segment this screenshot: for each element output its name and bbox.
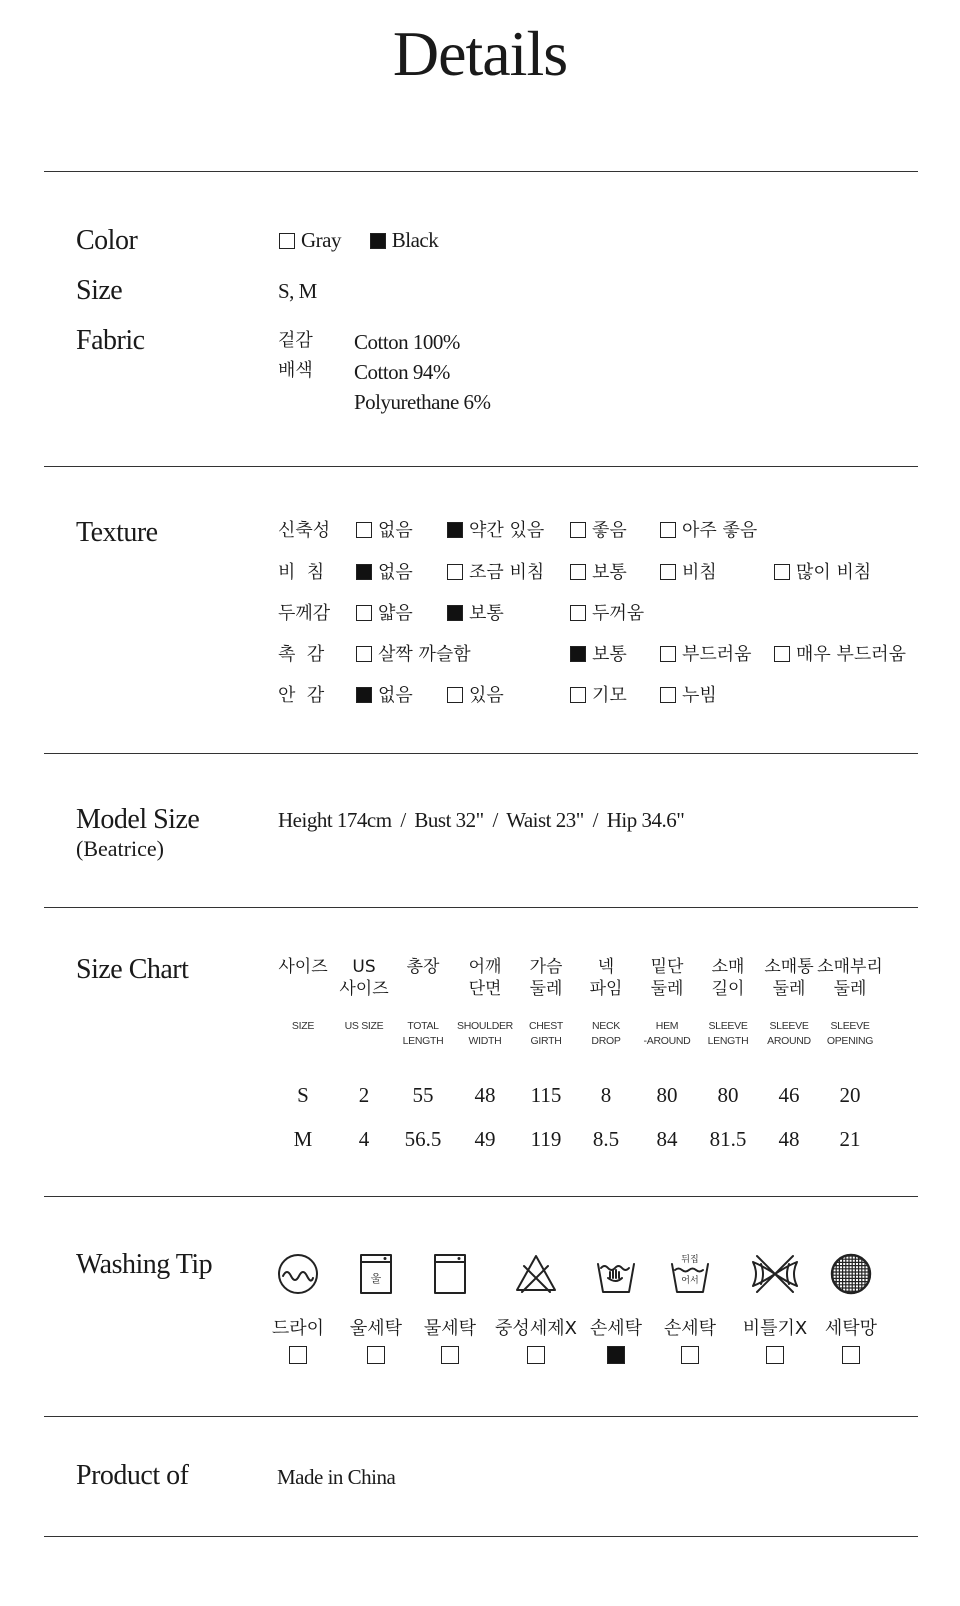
size-chart-cell: 56.5 — [404, 1127, 442, 1151]
texture-checkbox — [660, 687, 676, 703]
separator: / — [400, 808, 406, 832]
size-chart-cell: 115 — [530, 1083, 562, 1107]
size-chart-header-ko: 넥 — [597, 957, 615, 977]
size-chart-header-en: WIDTH — [468, 1035, 502, 1047]
color-checkbox-gray — [279, 233, 295, 249]
washing-tip-checkbox — [441, 1346, 459, 1364]
size-chart-cell: 20 — [839, 1083, 861, 1107]
laundry-net-icon — [829, 1252, 873, 1296]
size-chart-header-ko: 둘레 — [650, 979, 684, 999]
texture-option — [570, 605, 644, 623]
texture-checkbox — [774, 646, 790, 662]
washing-tip-checkbox — [289, 1346, 307, 1364]
texture-option — [447, 605, 504, 623]
size-chart-header-en: US SIZE — [344, 1020, 384, 1032]
texture-option — [356, 522, 413, 540]
model-measurements — [278, 810, 684, 831]
product-of-heading: Product of — [76, 1460, 189, 1491]
color-option-black: Black — [370, 228, 438, 252]
size-chart-cell: 84 — [656, 1127, 678, 1151]
texture-option — [356, 646, 471, 664]
texture-option — [660, 564, 717, 582]
size-chart-header-ko: 둘레 — [529, 979, 563, 999]
size-chart-column-header — [815, 956, 885, 1000]
texture-option-label: 아주 좋음 — [682, 520, 758, 541]
size-chart-cell: 48 — [778, 1127, 800, 1151]
size-chart-header-en: SHOULDER — [457, 1020, 513, 1032]
texture-option-label: 살짝 까슬함 — [378, 644, 471, 665]
size-chart-cell: 80 — [656, 1083, 678, 1107]
size-chart-cell: 21 — [839, 1127, 861, 1151]
texture-checkbox — [660, 522, 676, 538]
fabric-value: Cotton 94% — [354, 360, 450, 384]
size-chart-header-ko: 사이즈 — [278, 957, 328, 977]
texture-option-label: 기모 — [592, 685, 627, 706]
color-options — [279, 230, 438, 251]
size-chart-column-header — [450, 956, 520, 1000]
size-chart-heading: Size Chart — [76, 954, 189, 985]
texture-option — [356, 564, 413, 582]
texture-checkbox — [447, 605, 463, 621]
texture-option — [570, 564, 627, 582]
texture-option — [660, 646, 752, 664]
size-chart-cell: 2 — [358, 1083, 370, 1107]
separator: / — [492, 808, 498, 832]
size-heading: Size — [76, 275, 123, 306]
texture-option-label: 부드러움 — [682, 644, 752, 665]
color-checkbox-black — [370, 233, 386, 249]
texture-option — [447, 564, 544, 582]
size-chart-header-ko: 파임 — [589, 979, 623, 999]
size-chart-header-ko: 사이즈 — [339, 979, 389, 999]
texture-option-label: 조금 비침 — [469, 562, 545, 583]
model-height: Height 174cm — [278, 808, 392, 832]
size-chart-header-ko: 소매부리 — [817, 957, 883, 977]
size-chart-column-header — [388, 956, 458, 978]
inside-out-hand-wash-icon — [668, 1252, 712, 1296]
size-chart-column-header — [693, 956, 763, 1000]
texture-checkbox — [570, 605, 586, 621]
texture-checkbox — [447, 687, 463, 703]
size-chart-header-en: TOTAL — [407, 1020, 439, 1032]
size-chart-header-ko: 밑단 — [650, 957, 684, 977]
size-value: S, M — [278, 279, 317, 303]
size-chart-header-en: NECK — [592, 1020, 620, 1032]
texture-option — [774, 646, 906, 664]
separator: / — [592, 808, 598, 832]
texture-option-label: 없음 — [378, 562, 413, 583]
texture-option — [570, 687, 627, 705]
size-chart-header-en: OPENING — [826, 1035, 874, 1047]
texture-option — [356, 605, 413, 623]
fabric-part-accent: 배색 — [278, 360, 313, 381]
fabric-value: Cotton 100% — [354, 330, 460, 354]
size-chart-header-en: CHEST — [528, 1020, 564, 1032]
texture-option-label: 비침 — [682, 562, 717, 583]
size-chart-cell: 119 — [530, 1127, 562, 1151]
texture-option-label: 두꺼움 — [592, 603, 645, 624]
texture-option — [660, 687, 717, 705]
origin-value: Made in China — [277, 1465, 396, 1489]
size-chart-header-ko: 어깨 — [468, 957, 502, 977]
size-chart-cell: 81.5 — [709, 1127, 747, 1151]
washing-tip-checkbox — [527, 1346, 545, 1364]
size-chart-header-ko: 소매 — [711, 957, 745, 977]
size-chart-cell: 48 — [474, 1083, 496, 1107]
texture-checkbox — [356, 646, 372, 662]
size-chart-header-ko: 둘레 — [772, 979, 806, 999]
texture-checkbox — [570, 522, 586, 538]
size-chart-header-en: HEM — [655, 1020, 679, 1032]
size-chart-cell: 80 — [717, 1083, 739, 1107]
size-chart-cell: 46 — [778, 1083, 800, 1107]
no-bleach-icon — [514, 1252, 558, 1296]
size-chart-cell: 8 — [600, 1083, 612, 1107]
texture-option-label: 좋음 — [592, 520, 627, 541]
size-chart-column-header — [571, 956, 641, 1000]
texture-row-label: 비 침 — [278, 562, 325, 583]
texture-option-label: 보통 — [592, 644, 627, 665]
washing-tip-label: 울세탁 — [349, 1318, 403, 1339]
texture-checkbox — [356, 605, 372, 621]
divider — [44, 753, 918, 754]
texture-heading: Texture — [76, 517, 158, 548]
texture-option-label: 없음 — [378, 520, 413, 541]
fabric-value: Polyurethane 6% — [354, 390, 491, 414]
texture-checkbox — [356, 687, 372, 703]
svg-text:뒤집: 뒤집 — [681, 1255, 699, 1265]
texture-option-label: 보통 — [469, 603, 504, 624]
washing-tip-label: 비틀기X — [742, 1318, 808, 1339]
size-chart-header-en: -AROUND — [643, 1035, 691, 1047]
texture-option-label: 많이 비침 — [796, 562, 872, 583]
model-bust: Bust 32" — [414, 808, 484, 832]
texture-option-label: 누빔 — [682, 685, 717, 706]
divider — [44, 1416, 918, 1417]
divider — [44, 1536, 918, 1537]
texture-option — [570, 522, 627, 540]
texture-option-label: 약간 있음 — [469, 520, 545, 541]
texture-option-label: 있음 — [469, 685, 504, 706]
size-chart-cell: 55 — [412, 1083, 434, 1107]
wool-wash-icon — [354, 1252, 398, 1296]
svg-text:어서: 어서 — [681, 1276, 699, 1286]
model-hip: Hip 34.6" — [606, 808, 685, 832]
divider — [44, 1196, 918, 1197]
color-heading: Color — [76, 225, 138, 256]
texture-row-label: 촉 감 — [278, 644, 325, 665]
texture-checkbox — [570, 687, 586, 703]
size-chart-header-ko: 둘레 — [833, 979, 867, 999]
size-chart-cell: 4 — [358, 1127, 370, 1151]
washing-tip-checkbox — [607, 1346, 625, 1364]
texture-checkbox — [570, 564, 586, 580]
size-chart-header-en: DROP — [591, 1035, 621, 1047]
texture-checkbox — [356, 564, 372, 580]
washing-tip-checkbox — [766, 1346, 784, 1364]
washing-tip-checkbox — [842, 1346, 860, 1364]
texture-checkbox — [356, 522, 372, 538]
size-chart-header-en: AROUND — [767, 1035, 811, 1047]
model-size-heading: Model Size — [76, 804, 200, 835]
divider — [44, 907, 918, 908]
texture-option — [570, 646, 627, 664]
no-wring-icon — [749, 1252, 801, 1296]
size-chart-header-en: LENGTH — [402, 1035, 444, 1047]
size-chart-cell: S — [297, 1083, 309, 1107]
texture-option — [660, 522, 757, 540]
texture-row-label: 안 감 — [278, 685, 325, 706]
size-chart-header-ko: 가슴 — [529, 957, 563, 977]
washing-tip-label: 세탁망 — [824, 1318, 878, 1339]
washing-tip-label: 중성세제X — [495, 1318, 577, 1339]
texture-option-label: 얇음 — [378, 603, 413, 624]
page-title: Details — [392, 18, 568, 89]
texture-checkbox — [774, 564, 790, 580]
size-chart-cell: M — [293, 1127, 313, 1151]
texture-checkbox — [447, 564, 463, 580]
size-chart-column-header-en — [810, 1019, 890, 1049]
washing-tip-checkbox — [681, 1346, 699, 1364]
washing-tip-label: 드라이 — [271, 1318, 325, 1339]
texture-option — [774, 564, 871, 582]
texture-option — [356, 687, 413, 705]
size-chart-header-en: SLEEVE — [769, 1020, 809, 1032]
size-chart-header-en: GIRTH — [530, 1035, 562, 1047]
texture-checkbox — [570, 646, 586, 662]
washing-tip-label: 손세탁 — [589, 1318, 643, 1339]
texture-option — [447, 687, 504, 705]
fabric-part-outer: 겉감 — [278, 330, 313, 351]
size-chart-header-en: SLEEVE — [830, 1020, 870, 1032]
size-chart-column-header — [754, 956, 824, 1000]
washing-tip-checkbox — [367, 1346, 385, 1364]
texture-checkbox — [447, 522, 463, 538]
washing-tip-label: 물세탁 — [423, 1318, 477, 1339]
size-chart-header-en: SLEEVE — [708, 1020, 748, 1032]
size-chart-header-ko: 단면 — [468, 979, 502, 999]
size-chart-column-header — [268, 956, 338, 978]
size-chart-cell: 49 — [474, 1127, 496, 1151]
model-waist: Waist 23" — [506, 808, 584, 832]
texture-checkbox — [660, 646, 676, 662]
size-chart-header-ko: 길이 — [711, 979, 745, 999]
texture-checkbox — [660, 564, 676, 580]
texture-option-label: 없음 — [378, 685, 413, 706]
texture-option — [447, 522, 544, 540]
washing-tip-label: 손세탁 — [663, 1318, 717, 1339]
size-chart-header-en: LENGTH — [707, 1035, 749, 1047]
texture-option-label: 보통 — [592, 562, 627, 583]
texture-option-label: 매우 부드러움 — [796, 644, 907, 665]
model-name: (Beatrice) — [76, 836, 164, 861]
size-chart-header-ko: 총장 — [406, 957, 440, 977]
size-chart-header-ko: US — [352, 957, 376, 977]
dry-clean-icon — [276, 1252, 320, 1296]
texture-row-label: 신축성 — [278, 520, 331, 541]
texture-row-label: 두께감 — [278, 603, 331, 624]
color-option-gray: Gray — [279, 228, 341, 252]
machine-wash-icon — [428, 1252, 472, 1296]
size-chart-column-header — [632, 956, 702, 1000]
divider — [44, 171, 918, 172]
size-chart-header-en: SIZE — [291, 1020, 315, 1032]
washing-tip-heading: Washing Tip — [76, 1249, 213, 1280]
size-chart-header-ko: 소매통 — [764, 957, 814, 977]
size-chart-cell: 8.5 — [592, 1127, 620, 1151]
fabric-heading: Fabric — [76, 325, 145, 356]
hand-wash-icon — [594, 1252, 638, 1296]
svg-text:울: 울 — [370, 1272, 382, 1285]
divider — [44, 466, 918, 467]
